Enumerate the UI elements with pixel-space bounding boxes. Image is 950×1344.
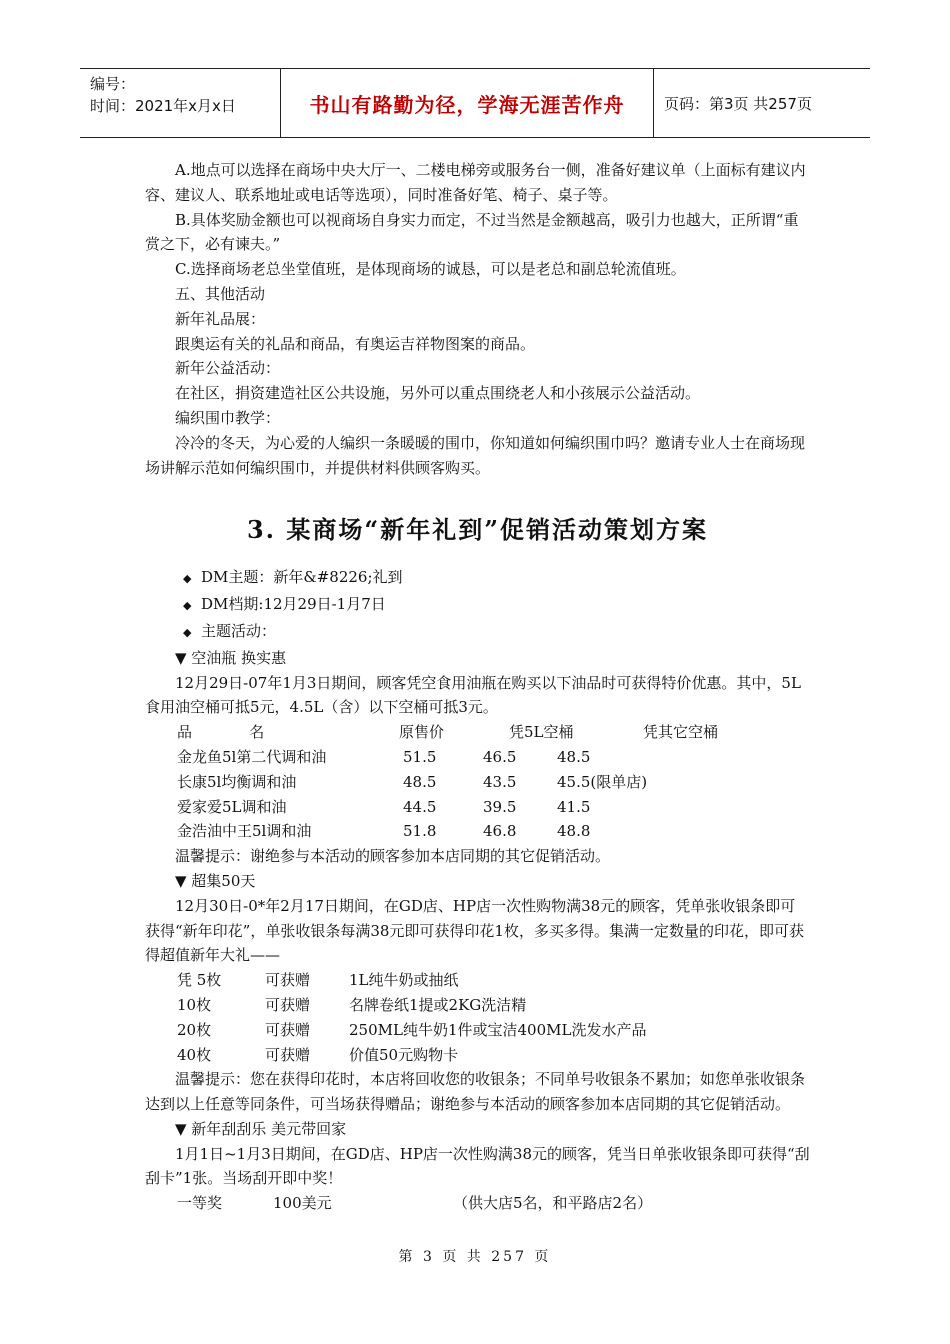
gift-count: 20枚: [177, 1020, 212, 1039]
paragraph: 新年公益活动：: [175, 359, 281, 378]
header-page-label: 页码：第3页 共257页: [664, 94, 812, 113]
gift-row: [145, 1018, 810, 1043]
paragraph: 12月29日-07年1月3日期间，顾客凭空食用油瓶在购买以下油品时可获得特价优惠。其中，5L食用油空桶可抵5元，4.5L（含）以下空桶可抵3元。: [145, 673, 801, 717]
paragraph: 编织围巾教学：: [175, 408, 281, 427]
diamond-icon: ◆: [183, 599, 192, 613]
prize-row: [145, 1191, 810, 1216]
table-cell: 48.5: [403, 772, 437, 791]
table-cell: 41.5: [557, 797, 591, 816]
table-cell: 金浩油中王5l调和油: [177, 822, 312, 841]
diamond-icon: ◆: [183, 625, 192, 639]
bullet-dm-period: [145, 592, 810, 619]
date-label: 时间：2021年x月x日: [90, 97, 236, 115]
table-row: [145, 819, 810, 844]
gift-count: 10枚: [177, 995, 212, 1014]
note: 温馨提示：谢绝参与本活动的顾客参加本店同期的其它促销活动。: [175, 847, 611, 866]
gift-item: 价值50元购物卡: [349, 1045, 459, 1064]
gift-count: 40枚: [177, 1045, 212, 1064]
activity-heading: ▼ 超集50天: [175, 871, 256, 890]
gift-row: [145, 1043, 810, 1068]
gift-item: 名牌卷纸1提或2KG洗洁精: [349, 995, 527, 1014]
paragraph: B.具体奖励金额也可以视商场自身实力而定，不过当然是金额越高，吸引力也越大，正所谓“重赏之下，必有谏夫。”: [145, 210, 799, 254]
paragraph: 1月1日~1月3日期间，在GD店、HP店一次性购满38元的顾客，凭当日单张收银条即可获得“刮刮卡”1张。当场刮开即中奖！: [145, 1144, 810, 1188]
gift-item: 1L纯牛奶或抽纸: [349, 971, 459, 990]
section-title: 3. 某商场“新年礼到”促销活动策划方案: [246, 515, 709, 545]
prize-level: 一等奖: [177, 1194, 223, 1213]
table-header-cell: 原售价: [399, 723, 445, 742]
table-row: [145, 795, 810, 820]
header-meta: [80, 69, 280, 137]
table-row: [145, 745, 810, 770]
bullet-dm-theme: [145, 565, 810, 592]
table-cell: 48.5: [557, 747, 591, 766]
table-cell: 46.8: [483, 822, 517, 841]
page-footer: 第 3 页 共 257 页: [398, 1249, 552, 1265]
header-motto: 书山有路勤为径，学海无涯苦作舟: [280, 69, 654, 137]
gift-verb: 可获赠: [265, 1045, 311, 1064]
table-cell: 44.5: [403, 797, 437, 816]
table-cell: 51.5: [403, 747, 437, 766]
paragraph: 冷冷的冬天，为心爱的人编织一条暖暖的围巾，你知道如何编织围巾吗？邀请专业人士在商场现场讲解示范如何编织围巾，并提供材料供顾客购买。: [145, 433, 806, 477]
bullet-theme-activity: [145, 619, 810, 646]
paragraph: 跟奥运有关的礼品和商品，有奥运吉祥物图案的商品。: [175, 334, 536, 353]
gift-verb: 可获赠: [265, 995, 311, 1014]
table-cell: 48.8: [557, 822, 591, 841]
table-cell: 金龙鱼5l第二代调和油: [177, 747, 327, 766]
page-header: [80, 68, 870, 138]
table-cell: 39.5: [483, 797, 517, 816]
table-cell: 43.5: [483, 772, 517, 791]
table-header-cell: 凭其它空桶: [643, 723, 719, 742]
table-cell: 长康5l均衡调和油: [177, 772, 297, 791]
prize-amount: 100美元: [273, 1194, 332, 1213]
table-cell: 45.5(限单店): [557, 772, 648, 791]
section-heading: 五、其他活动: [175, 284, 266, 303]
number-label: 编号：: [90, 75, 136, 93]
bullet-text: 主题活动：: [201, 621, 277, 640]
prize-quota: （供大店5名，和平路店2名）: [453, 1194, 653, 1213]
activity-heading: ▼ 空油瓶 换实惠: [175, 648, 287, 667]
table-header-cell: 品 名: [177, 723, 265, 742]
table-cell: 46.5: [483, 747, 517, 766]
activity-heading: ▼ 新年刮刮乐 美元带回家: [175, 1119, 347, 1138]
gift-row: [145, 993, 810, 1018]
paragraph: A.地点可以选择在商场中央大厅一、二楼电梯旁或服务台一侧，准备好建议单（上面标有建议内容、建议人、联系地址或电话等选项），同时准备好笔、椅子、桌子等。: [145, 161, 806, 204]
paragraph: C.选择商场老总坐堂值班，是体现商场的诚恳，可以是老总和副总轮流值班。: [175, 260, 686, 279]
paragraph: 新年礼品展：: [175, 309, 266, 328]
paragraph: 在社区，捐资建造社区公共设施，另外可以重点围绕老人和小孩展示公益活动。: [175, 384, 701, 403]
table-row: [145, 770, 810, 795]
table-cell: 51.8: [403, 822, 437, 841]
table-cell: 爱家爱5L调和油: [177, 797, 287, 816]
gift-row: [145, 968, 810, 993]
table-header-row: [145, 720, 810, 745]
gift-verb: 可获赠: [265, 971, 311, 990]
gift-item: 250ML纯牛奶1件或宝洁400ML洗发水产品: [349, 1020, 647, 1039]
gift-count: 凭 5枚: [177, 971, 222, 990]
diamond-icon: ◆: [183, 572, 192, 586]
paragraph: 12月30日-0*年2月17日期间，在GD店、HP店一次性购物满38元的顾客，凭单张收银条即可获得“新年印花”，单张收银条每满38元即可获得印花1枚，多买多得。集满一定数量的印花，即可获得超值新年大礼——: [145, 896, 804, 965]
bullet-text: DM档期:12月29日-1月7日: [201, 595, 386, 614]
bullet-text: DM主题：新年&#8226;礼到: [201, 568, 403, 587]
gift-verb: 可获赠: [265, 1020, 311, 1039]
document-body: [145, 158, 810, 1216]
table-header-cell: 凭5L空桶: [509, 723, 574, 742]
note: 温馨提示：您在获得印花时，本店将回收您的收银条；不同单号收银条不累加；如您单张收银条达到以上任意等同条件，可当场获得赠品；谢绝参与本活动的顾客参加本店同期的其它促销活动。: [145, 1070, 806, 1114]
